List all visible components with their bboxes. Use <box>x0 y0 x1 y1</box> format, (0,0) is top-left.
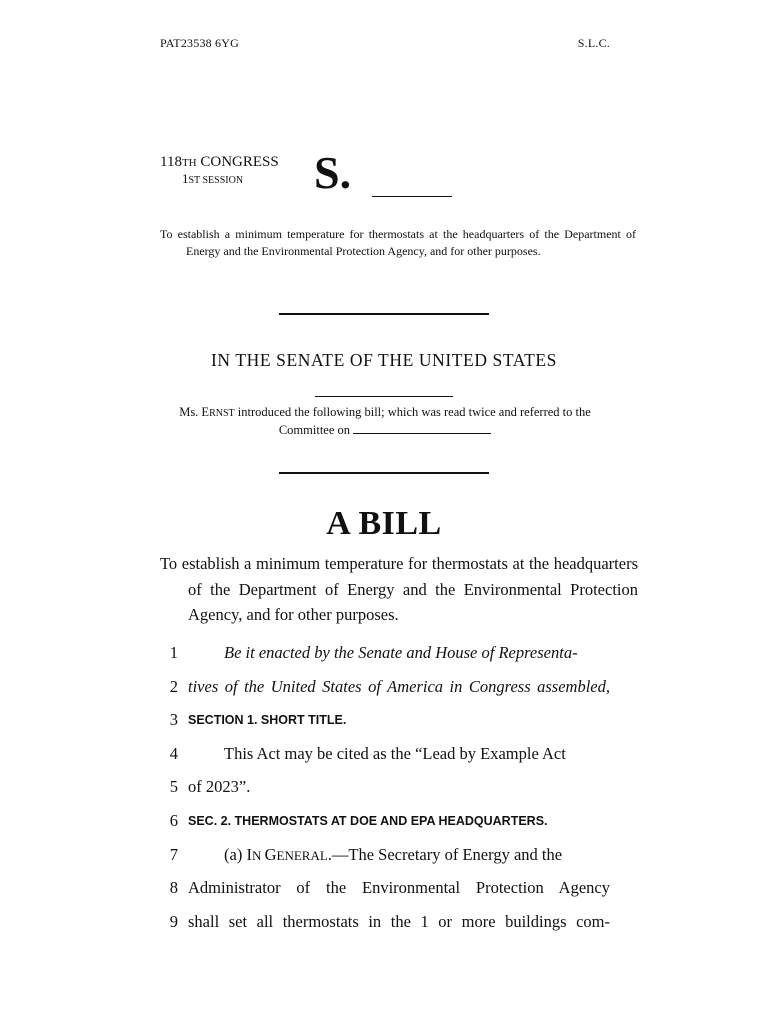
session-number: 1 <box>182 171 189 186</box>
bill-text-line: shall set all thermostats in the 1 or more buildings com- <box>188 912 610 931</box>
session-label <box>182 171 243 187</box>
line-number: 5 <box>169 777 178 796</box>
congress-word: CONGRESS <box>196 154 279 170</box>
bill-text-line <box>188 845 610 865</box>
introduction-text: introduced the following bill; which was read twice and referred to the Committee on <box>234 405 591 437</box>
line-number: 2 <box>169 677 178 696</box>
line-number: 1 <box>169 643 178 662</box>
subsection-text: .—The Secretary of Energy and the <box>327 845 563 864</box>
enacting-clause-line: Be it enacted by the Senate and House of Representa- <box>224 643 578 662</box>
session-number-suffix: ST <box>188 175 200 186</box>
introduction-statement <box>160 404 610 439</box>
line-number: 3 <box>169 710 178 729</box>
session-word: SESSION <box>200 175 244 186</box>
line-number: 7 <box>169 845 178 864</box>
subsection-prefix: (a) I <box>224 845 252 864</box>
sponsor-name-smallcaps: RNST <box>209 408 235 419</box>
committee-blank <box>353 423 491 434</box>
bill-text-line: This Act may be cited as the “Lead by Example Act <box>224 744 566 763</box>
bill-text-line: of 2023”. <box>188 777 251 796</box>
congress-number-suffix: TH <box>181 157 197 169</box>
subsection-heading-smallcaps: ENERAL <box>276 848 328 863</box>
chamber-heading: IN THE SENATE OF THE UNITED STATES <box>211 350 557 370</box>
congress-number: 118 <box>160 154 182 170</box>
divider-rule <box>279 472 489 474</box>
thin-divider-rule <box>315 396 453 397</box>
line-number: 4 <box>169 744 178 763</box>
line-number: 9 <box>169 912 178 931</box>
line-number: 8 <box>169 878 178 897</box>
bill-title: A BILL <box>326 505 442 542</box>
bill-number-blank <box>372 196 452 197</box>
document-slc-marker: S.L.C. <box>577 36 610 50</box>
line-number: 6 <box>169 811 178 830</box>
short-purpose: To establish a minimum temperature for thermostats at the headquarters of the Department of Energy and the Environmental Protection Agency, and for other purposes. <box>160 227 636 258</box>
section-heading: SEC. 2. THERMOSTATS AT DOE AND EPA HEADQUARTERS. <box>188 814 548 828</box>
section-heading: SECTION 1. SHORT TITLE. <box>188 713 347 727</box>
introduction-prefix: Ms. E <box>179 405 210 419</box>
enacting-clause-line: tives of the United States of America in Congress assembled, <box>188 677 610 696</box>
long-purpose: To establish a minimum temperature for thermostats at the headquarters of the Department of Energy and the Environmental Protection Agency, and for other purposes. <box>160 554 638 624</box>
bill-text-line: Administrator of the Environmental Protection Agency <box>188 878 610 897</box>
subsection-heading-smallcaps: N <box>251 848 265 863</box>
divider-rule <box>279 313 489 315</box>
document-file-id: PAT23538 6YG <box>160 36 239 50</box>
bill-designation: S. <box>314 147 352 198</box>
congress-label <box>160 154 279 171</box>
subsection-heading-cap: G <box>264 845 277 864</box>
